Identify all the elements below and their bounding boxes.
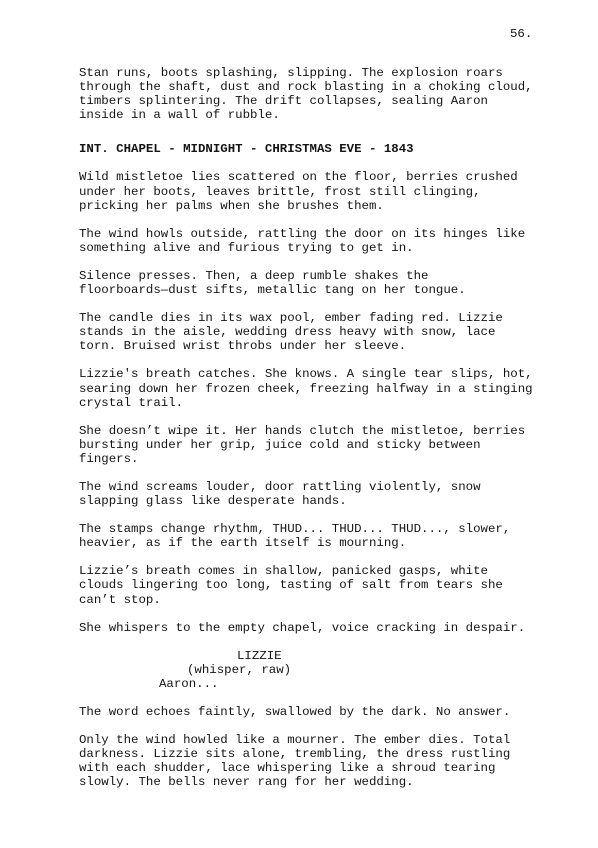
action-paragraph: She whispers to the empty chapel, voice cracking in despair. xyxy=(79,620,526,635)
script-body xyxy=(79,66,549,803)
action-paragraph: Wild mistletoe lies scattered on the floor, berries crushed under her boots, leaves brittle, frost still clinging, pricking her palms when she brushes them. xyxy=(79,170,518,213)
action-paragraph: The word echoes faintly, swallowed by the dark. No answer. xyxy=(79,705,511,719)
action-paragraph: The wind howls outside, rattling the door on its hinges like something alive and furious trying to get in. xyxy=(79,226,526,255)
scene-heading: INT. CHAPEL - MIDNIGHT - CHRISTMAS EVE - 1843 xyxy=(79,142,414,157)
action-paragraph: Silence presses. Then, a deep rumble shakes the floorboards—dust sifts, metallic tang on her tongue. xyxy=(79,268,466,298)
action-paragraph: The wind screams louder, door rattling violently, snow slapping glass like desperate hands. xyxy=(79,479,481,509)
action-paragraph: Lizzie's breath catches. She knows. A single tear slips, hot, searing down her frozen cheek, freezing halfway in a stinging crystal trail. xyxy=(79,367,533,410)
dialogue-line: Aaron... xyxy=(159,676,219,691)
action-paragraph: Stan runs, boots splashing, slipping. The explosion roars through the shaft, dust and rock blasting in a choking cloud, timbers splintering. The drift collapses, sealing Aaron inside in a wall of rubble. xyxy=(79,66,533,123)
action-paragraph: The candle dies in its wax pool, ember fading red. Lizzie stands in the aisle, wedding dress heavy with snow, lace torn. Bruised wrist throbs under her sleeve. xyxy=(79,311,503,354)
action-paragraph: Only the wind howled like a mourner. The ember dies. Total darkness. Lizzie sits alone, trembling, the dress rustling with each shudder, lace whispering like a shroud tearing slowly. The bells never rang for her wedding. xyxy=(79,733,511,790)
page-number: 56. xyxy=(510,27,533,41)
action-paragraph: The stamps change rhythm, THUD... THUD... THUD..., slower, heavier, as if the earth itself is mourning. xyxy=(79,522,511,551)
action-paragraph: Lizzie’s breath comes in shallow, panicked gasps, white clouds lingering too long, tasting of salt from tears she can’t stop. xyxy=(79,564,503,607)
parenthetical: (whisper, raw) xyxy=(187,662,292,677)
action-paragraph: She doesn’t wipe it. Her hands clutch the mistletoe, berries bursting under her grip, juice cold and sticky between fingers. xyxy=(79,423,526,466)
character-name: LIZZIE xyxy=(237,648,282,663)
